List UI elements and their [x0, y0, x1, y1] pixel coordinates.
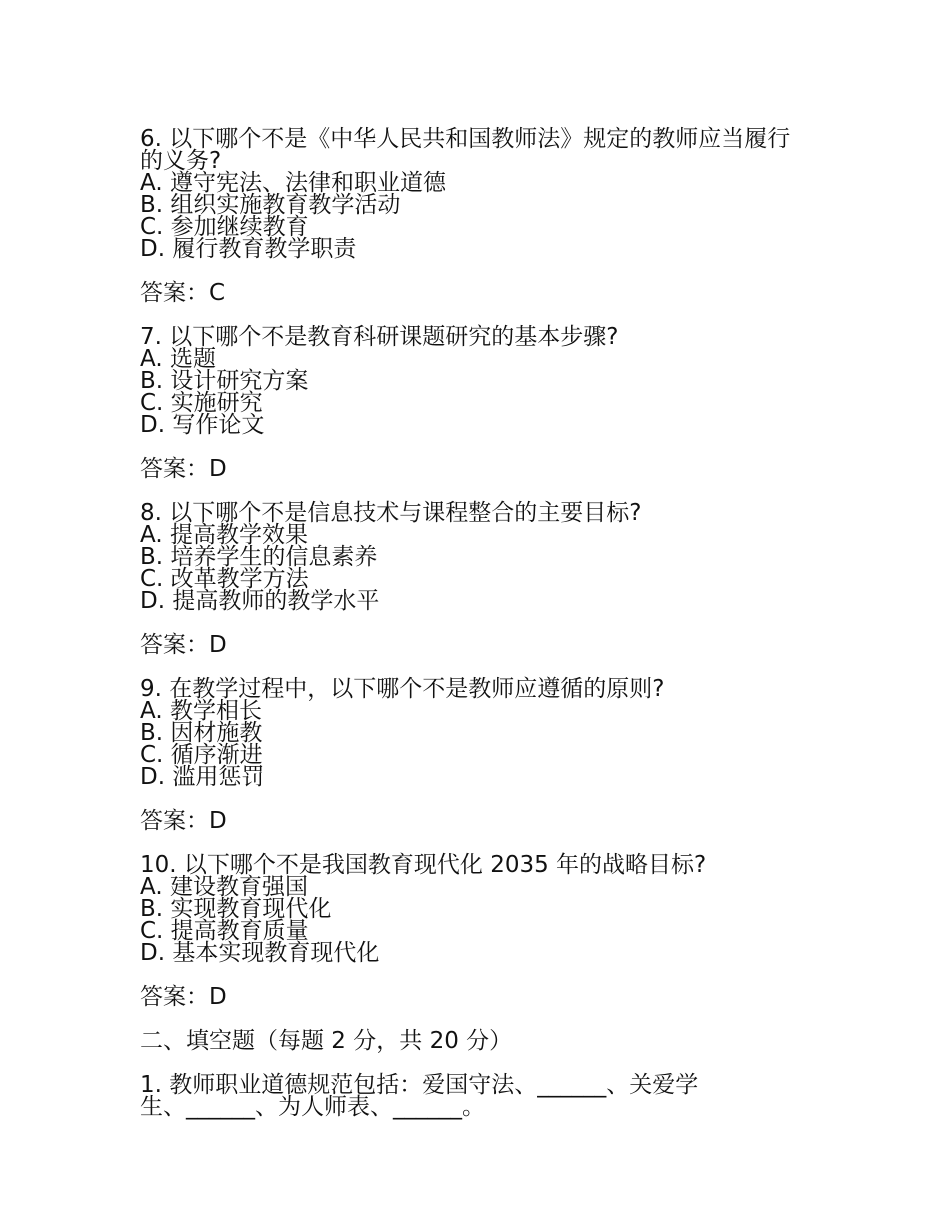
- option-a: A. 提高教学效果: [140, 522, 308, 548]
- question-7: [140, 326, 830, 480]
- option-d: D. 写作论文: [140, 412, 265, 438]
- question-6: [140, 128, 830, 304]
- option-d: D. 基本实现教育现代化: [140, 940, 380, 966]
- option-b: B. 因材施教: [140, 720, 263, 746]
- option-a: A. 遵守宪法、法律和职业道德: [140, 170, 446, 196]
- option-b: B. 组织实施教育教学活动: [140, 192, 401, 218]
- fill-blank-question-1: 1. 教师职业道德规范包括：爱国守法、______、关爱学生、______、为人师表、______。: [140, 1072, 699, 1120]
- option-a: A. 教学相长: [140, 698, 262, 724]
- answer: 答案：D: [140, 632, 227, 658]
- option-a: A. 建设教育强国: [140, 874, 308, 900]
- option-c: C. 实施研究: [140, 390, 263, 416]
- option-a: A. 选题: [140, 346, 216, 372]
- option-c: C. 循序渐进: [140, 742, 263, 768]
- question-stem: 7. 以下哪个不是教育科研课题研究的基本步骤?: [140, 324, 619, 350]
- option-b: B. 设计研究方案: [140, 368, 309, 394]
- answer: 答案：C: [140, 280, 226, 306]
- option-d: D. 提高教师的教学水平: [140, 588, 380, 614]
- option-b: B. 实现教育现代化: [140, 896, 332, 922]
- answer: 答案：D: [140, 808, 227, 834]
- question-stem: 10. 以下哪个不是我国教育现代化 2035 年的战略目标?: [140, 852, 707, 878]
- document-page: [140, 128, 830, 1118]
- option-d: D. 履行教育教学职责: [140, 236, 357, 262]
- question-10: [140, 854, 830, 1008]
- question-stem: 9. 在教学过程中，以下哪个不是教师应遵循的原则?: [140, 676, 665, 702]
- question-stem: 8. 以下哪个不是信息技术与课程整合的主要目标?: [140, 500, 642, 526]
- question-9: [140, 678, 830, 832]
- section-heading: 二、填空题（每题 2 分，共 20 分）: [140, 1028, 513, 1054]
- option-c: C. 提高教育质量: [140, 918, 309, 944]
- option-b: B. 培养学生的信息素养: [140, 544, 378, 570]
- question-8: [140, 502, 830, 656]
- option-c: C. 改革教学方法: [140, 566, 309, 592]
- question-stem: 6. 以下哪个不是《中华人民共和国教师法》规定的教师应当履行的义务?: [140, 126, 791, 174]
- answer: 答案：D: [140, 984, 227, 1010]
- option-c: C. 参加继续教育: [140, 214, 309, 240]
- answer: 答案：D: [140, 456, 227, 482]
- option-d: D. 滥用惩罚: [140, 764, 265, 790]
